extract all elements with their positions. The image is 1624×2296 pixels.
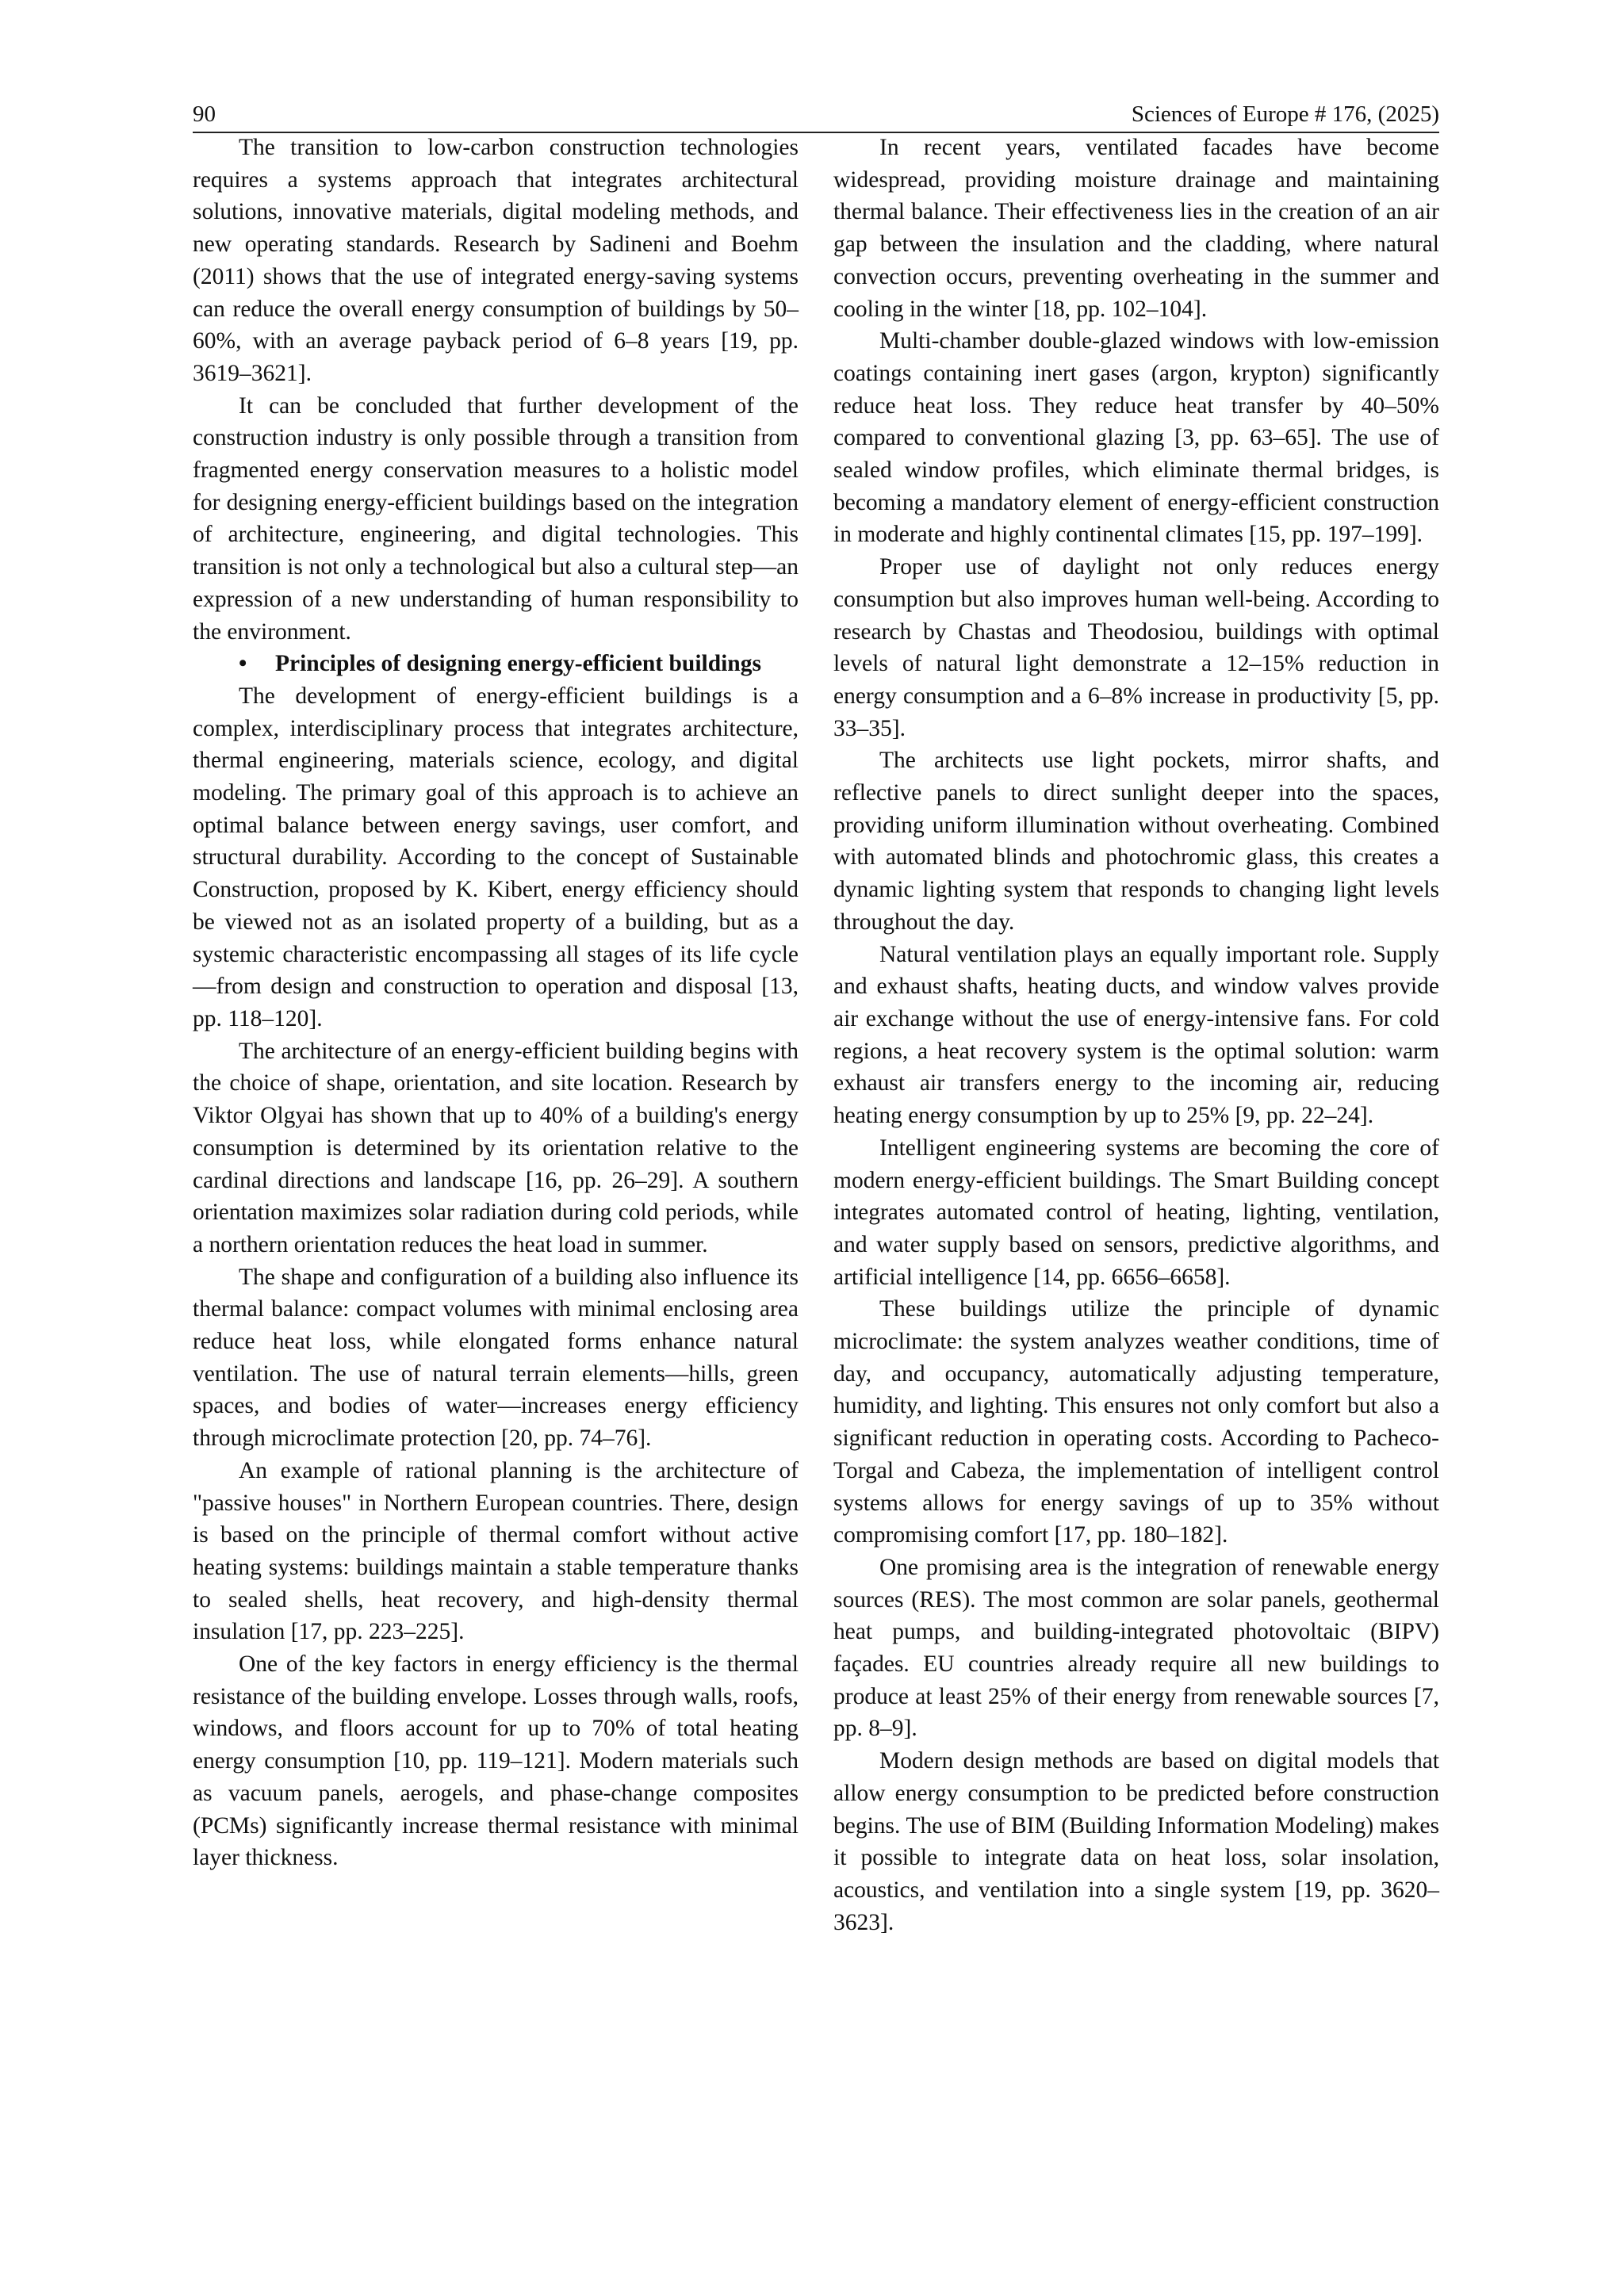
paragraph: The architecture of an energy-efficient building begins with the choice of shape, orientation, and site location. Research by Viktor Olgyai has shown that up to 40% of a building's energy consumption is determined by its orientation relative to the cardinal directions and landscape [16, pp. 26–29]. A southern orientation maximizes solar radiation during cold periods, while a northern orientation reduces the heat load in summer. bbox=[193, 1038, 799, 1257]
paragraph: Intelligent engineering systems are becoming the core of modern energy-efficient buildings. The Smart Building concept integrates automated control of heating, lighting, ventilation, and water supply based on sensors, predictive algorithms, and artificial intelligence [14, pp. 6656–6658]. bbox=[833, 1135, 1439, 1290]
paragraph: It can be concluded that further development of the construction industry is only possible through a transition from fragmented energy conservation measures to a holistic model for designing energy-efficient buildings based on the integration of architecture, engineering, and digital technologies. This transition is not only a technological but also a cultural step—an expression of a new understanding of human responsibility to the environment. bbox=[193, 392, 799, 645]
paragraph: The transition to low-carbon construction technologies requires a systems approach that integrates architectural solutions, innovative materials, digital modeling methods, and new operating standards. Research by Sadineni and Boehm (2011) shows that the use of integrated energy-saving systems can reduce the overall energy consumption of buildings by 50–60%, with an average payback period of 6–8 years [19, pp. 3619–3621]. bbox=[193, 135, 799, 386]
paragraph: Multi-chamber double-glazed windows with low-emission coatings containing inert gases (argon, krypton) significantly reduce heat loss. They reduce heat transfer by 40–50% compared to conventional glazing [3, pp. 63–65]. The use of sealed window profiles, which eliminate thermal bridges, is becoming a mandatory element of energy-efficient construction in moderate and highly continental climates [15, pp. 197–199]. bbox=[833, 328, 1439, 548]
paragraph: In recent years, ventilated facades have become widespread, providing moisture drainage and maintaining thermal balance. Their effectiveness lies in the creation of an air gap between the insulation and the cladding, where natural convection occurs, preventing overheating in the summer and cooling in the winter [18, pp. 102–104]. bbox=[833, 135, 1439, 322]
paragraph: One of the key factors in energy efficiency is the thermal resistance of the building envelope. Losses through walls, roofs, windows, and floors account for up to 70% of total heating energy consumption [10, pp. 119–121]. Modern materials such as vacuum panels, aerogels, and phase-change composites (PCMs) significantly increase thermal resistance with minimal layer thickness. bbox=[193, 1651, 799, 1871]
paragraph: The architects use light pockets, mirror shafts, and reflective panels to direct sunlight deeper into the spaces, providing uniform illumination without overheating. Combined with automated blinds and photochromic glass, this creates a dynamic lighting system that responds to changing light levels throughout the day. bbox=[833, 748, 1439, 935]
left-column bbox=[193, 132, 799, 1874]
page-number: 90 bbox=[193, 101, 216, 127]
bullet-marker: • bbox=[239, 651, 247, 677]
paragraph: An example of rational planning is the architecture of "passive houses" in Northern European countries. There, design is based on the principle of thermal comfort without active heating systems: buildings maintain a stable temperature thanks to sealed shells, heat recovery, and high-density thermal insulation [17, pp. 223–225]. bbox=[193, 1457, 799, 1645]
right-column bbox=[833, 132, 1439, 1938]
running-header bbox=[193, 97, 1439, 133]
paragraph: The shape and configuration of a building also influence its thermal balance: compact volumes with minimal enclosing area reduce heat loss, while elongated forms enhance natural ventilation. The use of natural terrain elements—hills, green spaces, and bodies of water—increases energy efficiency through microclimate protection [20, pp. 74–76]. bbox=[193, 1264, 799, 1452]
section-heading-text: Principles of designing energy-efficient buildings bbox=[275, 651, 761, 677]
paragraph: Modern design methods are based on digital models that allow energy consumption to be predicted before construction begins. The use of BIM (Building Information Modeling) makes it possible to integrate data on heat loss, solar insolation, acoustics, and ventilation into a single system [19, pp. 3620–3623]. bbox=[833, 1748, 1439, 1935]
section-heading bbox=[193, 648, 799, 680]
paragraph: Proper use of daylight not only reduces energy consumption but also improves human well-being. According to research by Chastas and Theodosiou, buildings with optimal levels of natural light demonstrate a 12–15% reduction in energy consumption and a 6–8% increase in productivity [5, pp. 33–35]. bbox=[833, 554, 1439, 741]
paragraph: Natural ventilation plays an equally important role. Supply and exhaust shafts, heating ducts, and window valves provide air exchange without the use of energy-intensive fans. For cold regions, a heat recovery system is the optimal solution: warm exhaust air transfers energy to the incoming air, reducing heating energy consumption by up to 25% [9, pp. 22–24]. bbox=[833, 941, 1439, 1129]
paragraph: The development of energy-efficient buildings is a complex, interdisciplinary process that integrates architecture, thermal engineering, materials science, ecology, and digital modeling. The primary goal of this approach is to achieve an optimal balance between energy savings, user comfort, and structural durability. According to the concept of Sustainable Construction, proposed by K. Kibert, energy efficiency should be viewed not as an isolated property of a building, but as a systemic characteristic encompassing all stages of its life cycle—from design and construction to operation and disposal [13, pp. 118–120]. bbox=[193, 683, 799, 1031]
journal-issue: Sciences of Europe # 176, (2025) bbox=[1131, 101, 1439, 127]
paragraph: These buildings utilize the principle of dynamic microclimate: the system analyzes weather conditions, time of day, and occupancy, automatically adjusting temperature, humidity, and lighting. This ensures not only comfort but also a significant reduction in operating costs. According to Pacheco-Torgal and Cabeza, the implementation of intelligent control systems allows for energy savings of up to 35% without compromising comfort [17, pp. 180–182]. bbox=[833, 1296, 1439, 1548]
paragraph: One promising area is the integration of renewable energy sources (RES). The most common are solar panels, geothermal heat pumps, and building-integrated photovoltaic (BIPV) façades. EU countries already require all new buildings to produce at least 25% of their energy from renewable sources [7, pp. 8–9]. bbox=[833, 1554, 1439, 1742]
